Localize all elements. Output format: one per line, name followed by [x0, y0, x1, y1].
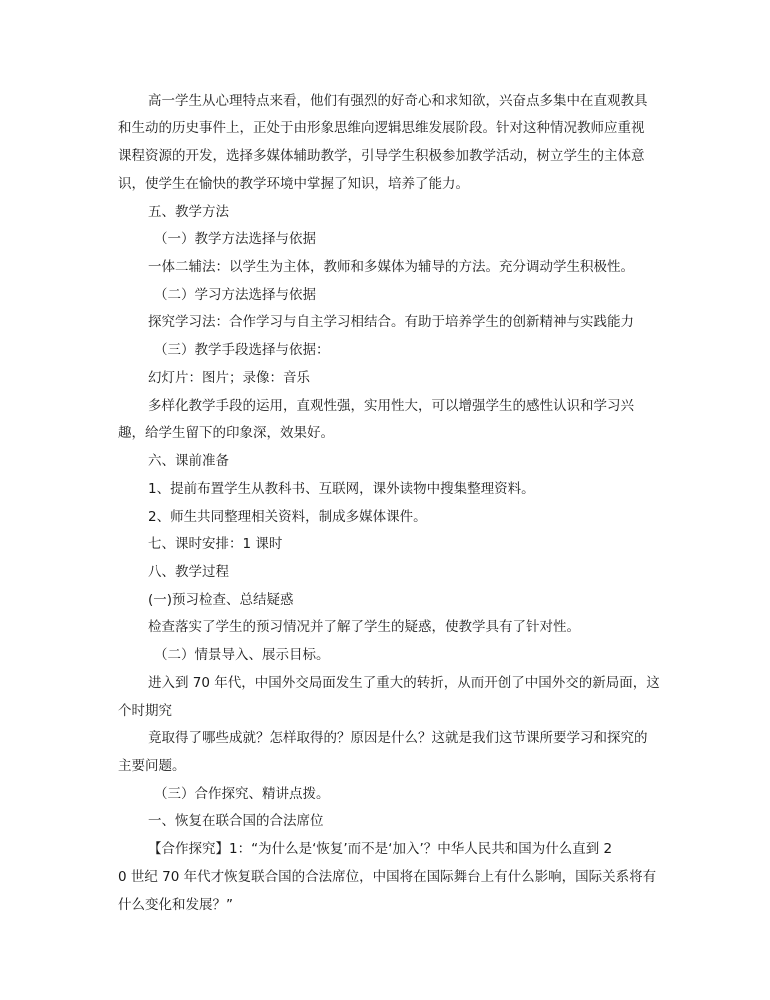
text-line: 【合作探究】1：“为什么是‘恢复’而不是‘加入’？中华人民共和国为什么直到 2 [148, 841, 613, 857]
text-line: 探究学习法：合作学习与自主学习相结合。有助于培养学生的创新精神与实践能力 [148, 314, 634, 330]
text-line: 一体二辅法：以学生为主体，教师和多媒体为辅导的方法。充分调动学生积极性。 [148, 259, 634, 275]
section-heading: 六、课前准备 [148, 453, 229, 469]
subsection-heading: （二）情景导入、展示目标。 [154, 647, 330, 663]
subsection-heading: （二）学习方法选择与依据 [154, 287, 316, 303]
section-heading: 七、课时安排：1 课时 [148, 536, 283, 552]
list-item: 2、师生共同整理相关资料，制成多媒体课件。 [148, 509, 427, 525]
section-heading: 八、教学过程 [148, 564, 229, 580]
text-line: 主要问题。 [118, 758, 186, 774]
text-line: 识，使学生在愉快的教学环境中掌握了知识，培养了能力。 [118, 176, 469, 192]
text-line: 个时期究 [118, 703, 172, 719]
text-line: 什么变化和发展？” [118, 897, 233, 913]
text-line: 趣，给学生留下的印象深，效果好。 [118, 425, 334, 441]
text-line: 幻灯片：图片；录像：音乐 [148, 370, 310, 386]
text-line: 检查落实了学生的预习情况并了解了学生的疑惑，使教学具有了针对性。 [148, 619, 580, 635]
subsection-heading: （一）教学方法选择与依据 [154, 231, 316, 247]
subsection-heading: （三）合作探究、精讲点拨。 [154, 786, 330, 802]
text-line: 高一学生从心理特点来看，他们有强烈的好奇心和求知欲，兴奋点多集中在直观教具 [148, 93, 648, 109]
text-line: 进入到 70 年代，中国外交局面发生了重大的转折，从而开创了中国外交的新局面，这 [148, 675, 660, 691]
section-heading: 五、教学方法 [148, 204, 229, 220]
section-heading: 一、恢复在联合国的合法席位 [148, 813, 324, 829]
text-line: 多样化教学手段的运用，直观性强，实用性大，可以增强学生的感性认识和学习兴 [148, 398, 634, 414]
text-line: 竟取得了哪些成就？怎样取得的？原因是什么？这就是我们这节课所要学习和探究的 [148, 730, 648, 746]
text-line: 0 世纪 70 年代才恢复联合国的合法席位，中国将在国际舞台上有什么影响，国际关系将有 [118, 869, 657, 885]
text-line: 和生动的历史事件上，正处于由形象思维向逻辑思维发展阶段。针对这种情况教师应重视 [118, 120, 645, 136]
list-item: 1、提前布置学生从教科书、互联网，课外读物中搜集整理资料。 [148, 481, 535, 497]
text-line: 课程资源的开发，选择多媒体辅助教学，引导学生积极参加教学活动，树立学生的主体意 [118, 148, 645, 164]
subsection-heading: （三）教学手段选择与依据： [154, 342, 330, 358]
subsection-heading: (一)预习检查、总结疑惑 [148, 592, 294, 608]
